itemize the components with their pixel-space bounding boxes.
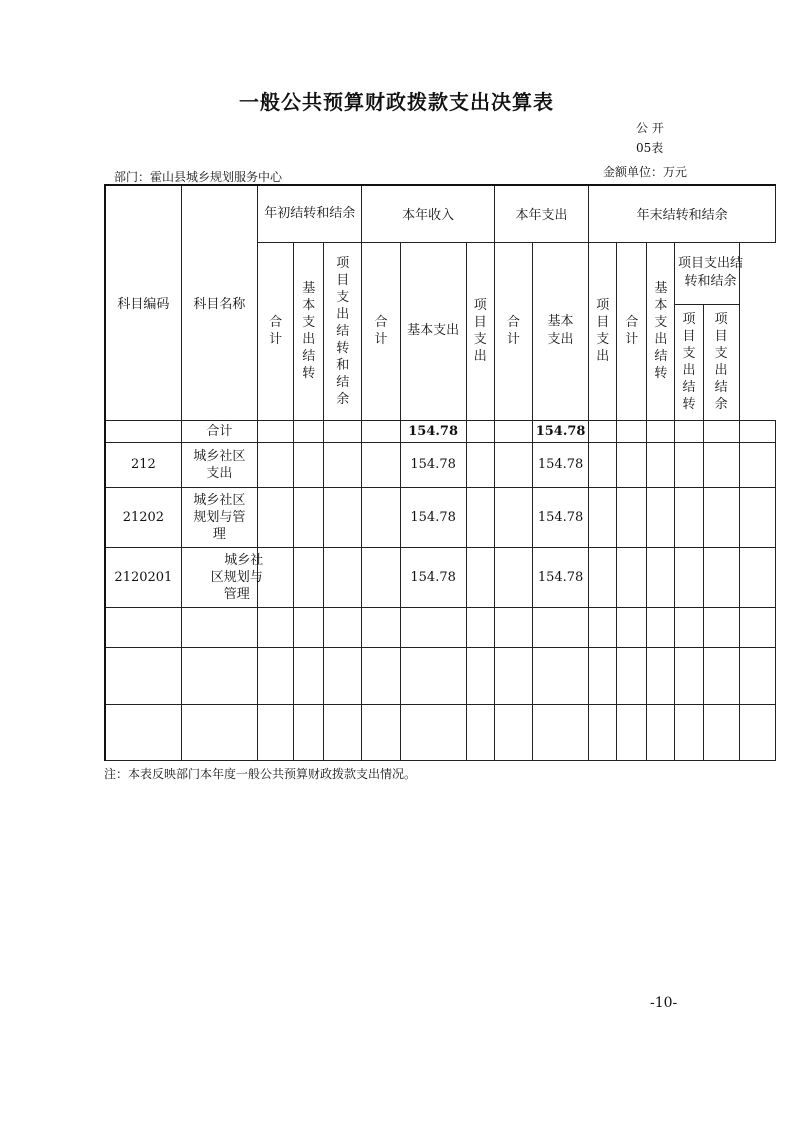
page-number: -10-: [650, 995, 678, 1011]
row-code: [105, 420, 181, 442]
header-closing: 年末结转和结余: [589, 185, 776, 242]
header-income-basic: 基本支出: [400, 242, 466, 420]
row-income-basic: 154.78: [400, 547, 466, 607]
header-closing-project-balance: 项目支出结余: [703, 304, 739, 420]
header-opening-total: 合计: [258, 242, 294, 420]
row-name: 城乡社区规划与管理: [181, 487, 257, 547]
header-code: 科目编码: [105, 185, 181, 420]
table-note: 注：本表反映部门本年度一般公共预算财政拨款支出情况。: [104, 767, 417, 781]
row-expend-basic: 154.78: [532, 547, 588, 607]
form-code: [636, 118, 664, 158]
header-closing-basic: 基本支出结转: [647, 242, 675, 420]
table-row-empty: [105, 607, 776, 647]
table-row: [105, 547, 776, 607]
row-code: 21202: [105, 487, 181, 547]
row-name: 合计: [181, 420, 257, 442]
row-income-basic: 154.78: [400, 420, 466, 442]
row-income-basic: 154.78: [400, 487, 466, 547]
header-expend-project: 项目支出: [589, 242, 617, 420]
header-closing-project-carry: 项目支出结转: [675, 304, 703, 420]
row-income-basic: 154.78: [400, 442, 466, 487]
table-row: [105, 442, 776, 487]
header-opening: 年初结转和结余: [258, 185, 362, 242]
expenditure-table: [104, 184, 776, 761]
row-code: 2120201: [105, 547, 181, 607]
table-row-empty: [105, 704, 776, 760]
table-row-empty: [105, 647, 776, 704]
header-closing-total: 合计: [617, 242, 647, 420]
header-name: 科目名称: [181, 185, 257, 420]
page-title: 一般公共预算财政拨款支出决算表: [239, 90, 554, 114]
department-label: 部门：霍山县城乡规划服务中心: [114, 170, 283, 184]
header-row-1: [105, 185, 776, 242]
form-code-line1: 公 开: [636, 121, 664, 135]
table-row: [105, 420, 776, 442]
row-name: 城乡社区规划与管理: [181, 547, 257, 607]
row-name: 城乡社区支出: [181, 442, 257, 487]
form-code-line2: 05表: [636, 141, 664, 155]
header-opening-basic: 基本支出结转: [294, 242, 324, 420]
header-expend: 本年支出: [494, 185, 588, 242]
table-row: [105, 487, 776, 547]
unit-label: 金额单位：万元: [603, 165, 688, 179]
header-income-project: 项目支出: [466, 242, 494, 420]
row-expend-basic: 154.78: [532, 442, 588, 487]
row-code: 212: [105, 442, 181, 487]
header-opening-project: 项目支出结转和结余: [324, 242, 362, 420]
header-income: 本年收入: [362, 185, 494, 242]
header-expend-total: 合计: [494, 242, 532, 420]
header-income-total: 合计: [362, 242, 400, 420]
header-expend-basic: 基本支出: [532, 242, 588, 420]
row-expend-basic: 154.78: [532, 420, 588, 442]
row-expend-basic: 154.78: [532, 487, 588, 547]
header-closing-project: 项目支出结转和结余: [675, 242, 739, 304]
